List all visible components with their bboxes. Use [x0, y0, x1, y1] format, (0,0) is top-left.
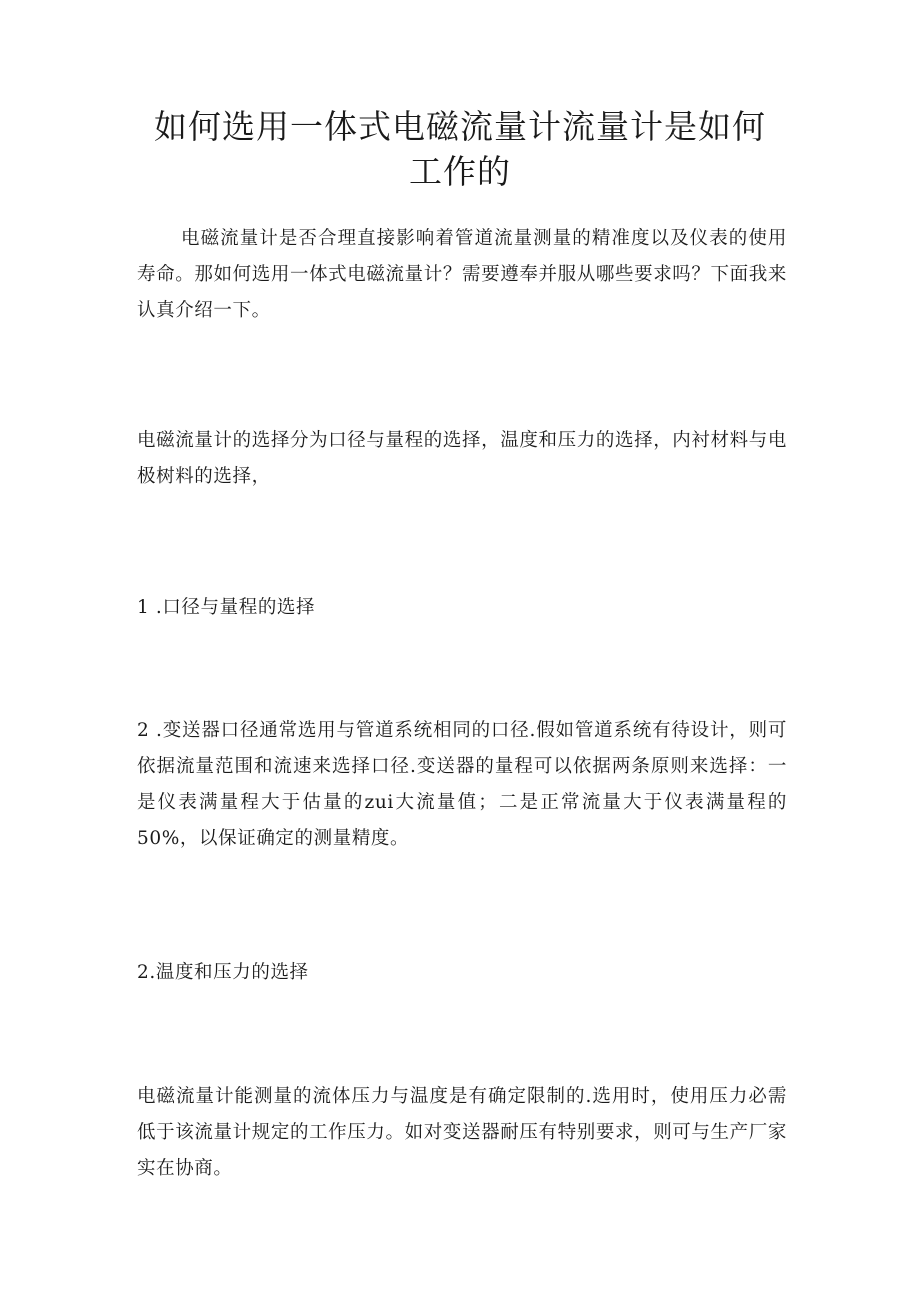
temperature-pressure-paragraph: 电磁流量计能测量的流体压力与温度是有确定限制的.选用时，使用压力必需低于该流量计规定的工作压力。如对变送器耐压有特别要求，则可与生产厂家实在协商。: [137, 1086, 787, 1179]
selection-scope-paragraph: 电磁流量计的选择分为口径与量程的选择，温度和压力的选择，内衬材料与电极树料的选择，: [137, 430, 787, 487]
document-title: 如何选用一体式电磁流量计流量计是如何工作的: [154, 107, 766, 191]
intro-paragraph: 电磁流量计是否合理直接影响着管道流量测量的精准度以及仪表的使用寿命。那如何选用一体式电磁流量计？需要遵奉并服从哪些要求吗？下面我来认真介绍一下。: [137, 228, 787, 321]
section-heading-temperature-pressure: 2.温度和压力的选择: [137, 962, 309, 983]
caliber-range-paragraph: 2 .变送器口径通常选用与管道系统相同的口径.假如管道系统有待设计，则可依据流量范围和流速来选择口径.变送器的量程可以依据两条原则来选择：一是仪表满量程大于估量的zui大流量值；二是正常流量大于仪表满量程的50%，以保证确定的测量精度。: [137, 720, 787, 849]
section-heading-caliber-range: 1 .口径与量程的选择: [137, 597, 316, 618]
